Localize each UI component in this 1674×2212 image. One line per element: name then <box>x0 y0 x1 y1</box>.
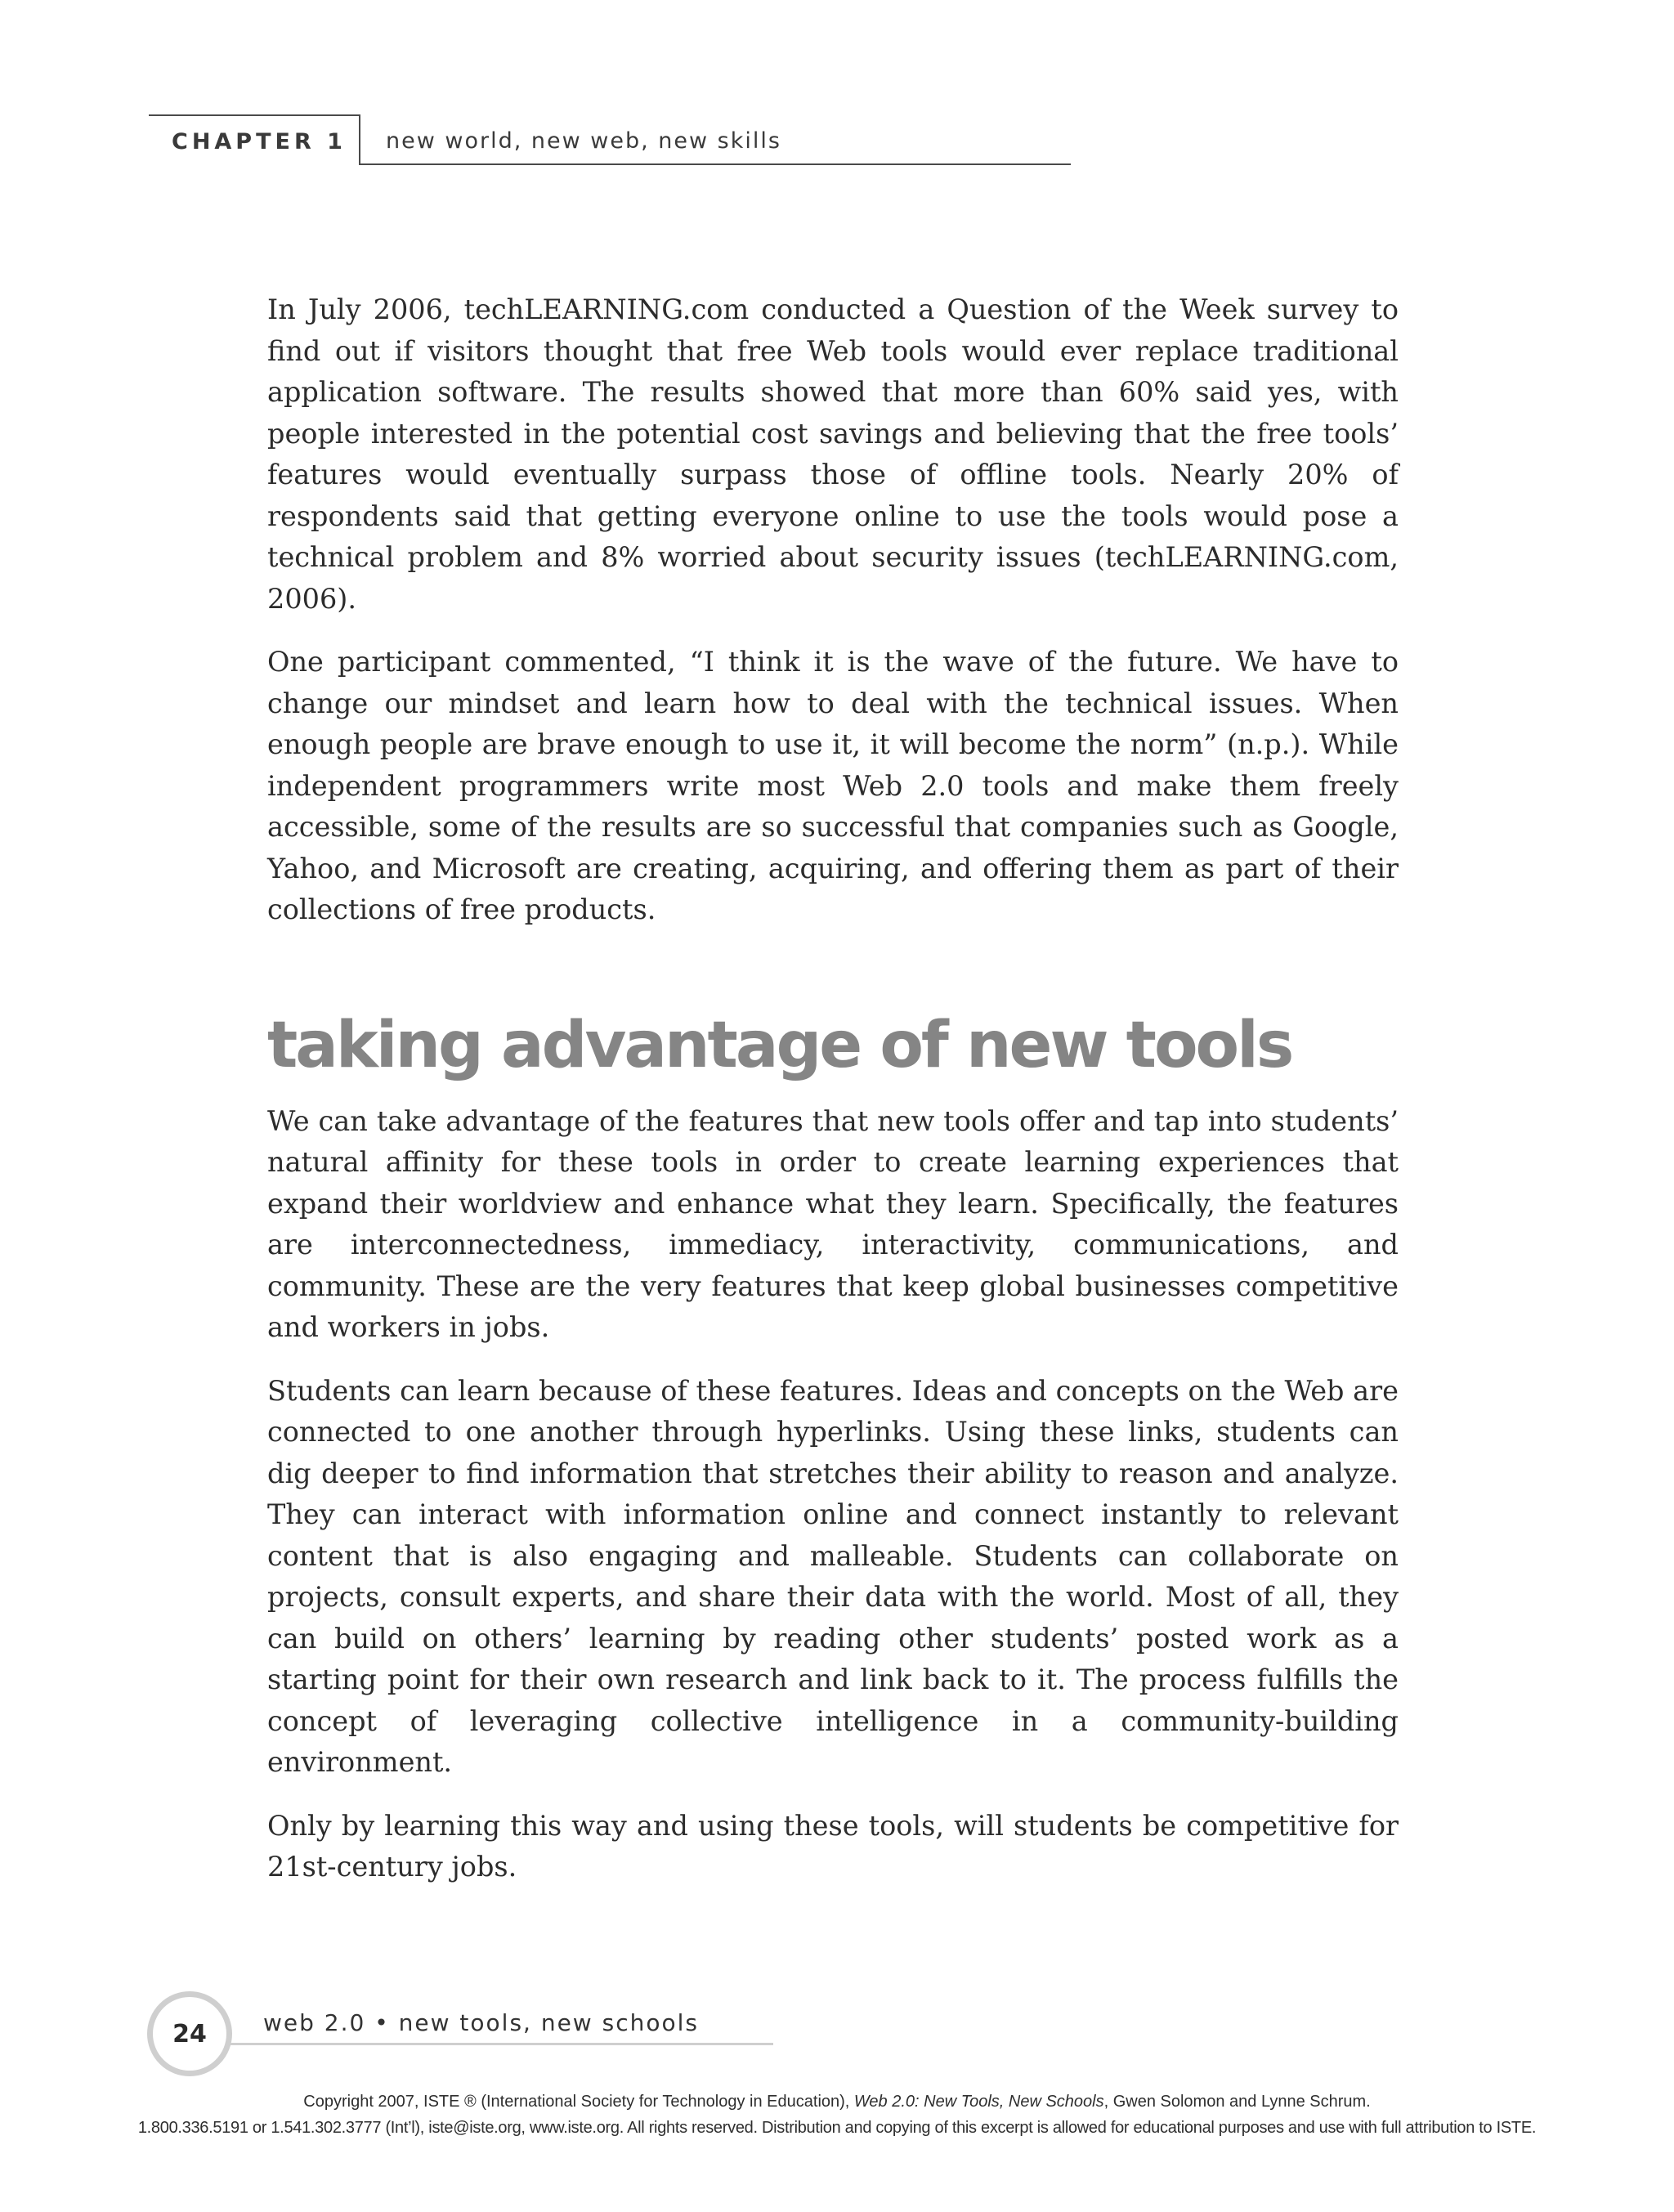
running-header <box>149 114 1071 165</box>
copyright-line <box>0 2093 1674 2111</box>
paragraph-features: We can take advantage of the features that new tools offer and tap into students’ natural affinity for these tools in order to create learning experiences that expand their worldview and enhance what they learn. Specifically, the features are interconnectedness, immediacy, interactivity, communications, and community. These are the very features that keep global businesses competitive and workers in jobs. <box>267 1104 1399 1343</box>
book-title: web 2.0 • new tools, new schools <box>263 2009 699 2036</box>
page-content <box>267 289 1399 1910</box>
copyright-book-title: Web 2.0: New Tools, New Schools <box>853 2093 1104 2111</box>
paragraph-survey: In July 2006, techLEARNING.com conducted a Question of the Week survey to find out if visitors thought that free Web tools would ever replace traditional application software. The results showed that more than 60% said yes, with people interested in the potential cost savings and believing that the free tools’ features would eventually surpass those of offline tools. Nearly 20% of respondents said that getting everyone online to use the tools would pose a technical problem and 8% worried about security issues (techLEARNING.com, 2006). <box>267 293 1399 615</box>
chapter-label: CHAPTER 1 <box>172 129 347 154</box>
copyright-contact-line: 1.800.336.5191 or 1.541.302.3777 (Int’l), iste@iste.org, www.iste.org. All rights reserved. Distribution and copying of this excerpt is allowed for educational purposes and use with full attribution to ISTE. <box>137 2119 1537 2137</box>
page-number: 24 <box>172 2019 207 2049</box>
copyright-authors: , Gwen Solomon and Lynne Schrum. <box>1103 2093 1371 2111</box>
paragraph-participant-comment: One participant commented, “I think it is the wave of the future. We have to change our mindset and learn how to deal with the technical issues. When enough people are brave enough to use it, it will become the norm” (n.p.). While independent programmers write most Web 2.0 tools and make them freely accessible, some of the results are so successful that companies such as Google, Yahoo, and Microsoft are creating, acquiring, and offering them as part of their collections of free products. <box>267 646 1399 925</box>
paragraph-conclusion: Only by learning this way and using these tools, will students be competitive for 21st-century jobs. <box>267 1809 1399 1883</box>
header-top-rule <box>149 114 360 116</box>
header-divider <box>359 114 360 165</box>
section-heading: taking advantage of new tools <box>267 1008 1292 1082</box>
page-number-badge <box>147 1991 232 2076</box>
paragraph-students-learn: Students can learn because of these features. Ideas and concepts on the Web are connected to one another through hyperlinks. Using these links, students can dig deeper to find information that stretches their ability to reason and analyze. They can interact with information online and connect instantly to relevant content that is also engaging and malleable. Students can collaborate on projects, consult experts, and share their data with the world. Most of all, they can build on others’ learning by reading other students’ posted work as a starting point for their own research and link back to it. The process fulfills the concept of leveraging collective intelligence in a community-building environment. <box>267 1374 1399 1778</box>
chapter-title: new world, new web, new skills <box>386 128 781 154</box>
header-bottom-rule <box>359 163 1071 165</box>
footer-rule <box>231 2043 773 2045</box>
copyright-prefix: Copyright 2007, ISTE ® (International Society for Technology in Education), <box>303 2093 854 2111</box>
